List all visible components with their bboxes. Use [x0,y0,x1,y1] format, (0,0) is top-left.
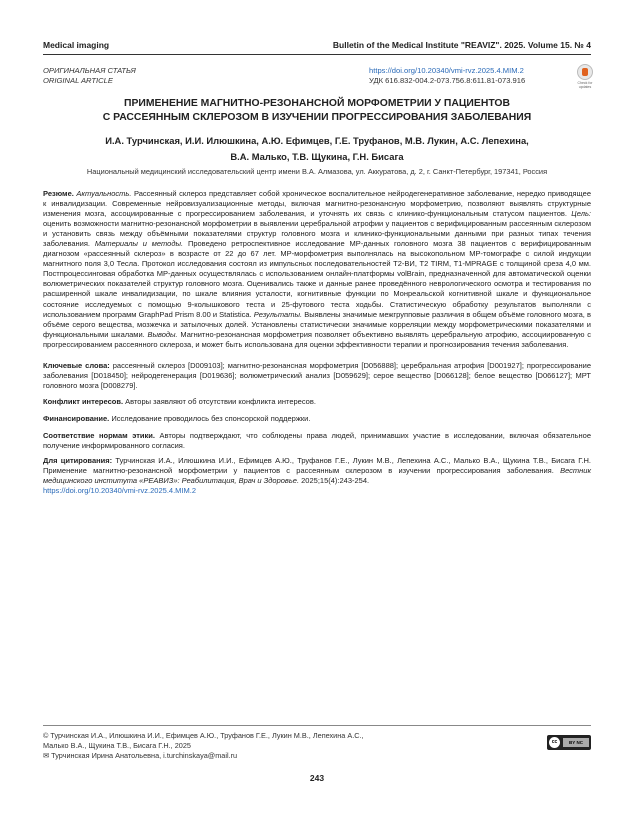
copyright-line-1: © Турчинская И.А., Илюшкина И.И., Ефимцев А.Ю., Труфанов Г.Е., Лукин М.В., Лепехина А.С., [43,731,364,740]
conclusions-label: Выводы. [147,329,178,339]
conclusions-text: Магнитно-резонансная морфометрия позволяет объективно выявлять церебральную атрофию, ассоциированную с прогрессированием рассеянного склероза, и может быть использована для оценки эффективности терапии и прогнозирования течения заболевания. [43,329,591,349]
header-divider [43,54,591,55]
cc-terms: BY NC [563,738,589,747]
citation-details: 2025;15(4):243-254. [299,476,370,486]
doi-link[interactable]: https://doi.org/10.20340/vmi-rvz.2025.4.MIM.2 [369,66,524,75]
results-text: Выявлены значимые межгрупповые различия в общем объёме головного мозга, в объёме серого вещества, мозжечка и затылочных долей. Установлены статистически значимые корреляции между морфометрическими показателями и функциональными шкалами. [43,309,591,339]
abstract-label: Резюме. [43,189,74,198]
article-title [43,97,591,125]
title-line-1: ПРИМЕНЕНИЕ МАГНИТНО-РЕЗОНАНСНОЙ МОРФОМЕТРИИ У ПАЦИЕНТОВ [123,98,511,109]
author-list [43,133,591,165]
goal-label: Цель: [571,209,591,219]
journal-info: Bulletin of the Medical Institute "REAVIZ". 2025. Volume 15. № 4 [332,40,591,50]
funding-label: Финансирование. [43,414,110,423]
conflict-text: Авторы заявляют об отсутствии конфликта интересов. [123,397,316,406]
methods-label: Материалы и методы. [94,239,184,249]
footer-copyright [43,731,463,761]
citation [43,456,591,496]
crossmark-icon [577,64,593,80]
relevance-label: Актуальность. [76,189,132,198]
funding-text: Исследование проводилось без спонсорской поддержки. [109,414,311,423]
keywords-label: Ключевые слова: [43,361,110,370]
methods-text: Проведено ретроспективное исследование МР-данных головного мозга 38 пациентов с верифицированным диагнозом «рассеянный склероз» в возрасте от 22 до 67 лет. МР-морфометрия выполнялась на высокопольном МР-томографе с силой индукции магнитного поля 3,0 Тесла. Протокол исследования состоял из импульсных последовательностей T2-ВИ, T2 TIRM, T1-MPRAGE с толщиной среза 4,0 мм. Постпроцессинговая обработка МР-данных осуществлялась с использованием онлайн-платформы volBrain, предназначенной для автоматической оценки волюметрических показателей структур головного мозга. Оценивались также и данные ранее проведённого неврологического осмотра и тестирования по расширенной шкале инвалидизации, по шкале влияния усталости, когнитивные функции по Монреальской когнитивной шкале и функциональное состояние исследуемых с помощью 9-колышкового теста и 25-футового теста ходьбы. Статистическую обработку результатов выполняли с использованием программ GraphPad Prism 8.00 и Statistica. [43,239,592,319]
copyright-line-2: Малько В.А., Щукина Т.В., Бисага Г.Н., 2025 [43,741,191,750]
cc-license-icon[interactable] [547,735,591,750]
authors-line-2: В.А. Малько, Т.В. Щукина, Г.Н. Бисага [230,151,404,162]
citation-text: Турчинская И.А., Илюшкина И.И., Ефимцев А.Ю., Труфанов Г.Е., Лукин М.В., Лепехина А.С., Малько В.А., Щукина Т.В., Бисага Г.Н. Применение магнитно-резонансной морфометрии у пациентов с рассеянным склерозом в изучении прогрессирования заболевания. [43,456,591,476]
relevance-text: Рассеянный склероз представляет собой хроническое воспалительное нейродегенеративное заболевание, нередко приводящее к инвалидизации. Современные нейровизуализационные методы, включая магнитно-резонансную морфометрию, позволяют выявлять структурные изменения мозга, ассоциированные с прогрессированием заболевания, и уточнять их связь с клинико-функциональным статусом пациентов. [43,189,591,219]
identifiers [369,66,525,86]
check-for-updates-badge[interactable] [574,64,596,91]
section-name: Medical imaging [43,40,110,50]
funding [43,414,591,424]
ethics-statement [43,431,591,451]
ethics-text: Авторы подтверждают, что соблюдены права людей, принимавших участие в исследовании, включая обязательное получение информированного согласия. [43,431,591,451]
affiliation: Национальный медицинский исследовательский центр имени В.А. Алмазова, ул. Аккуратова, д. 2, г. Санкт-Петербург, 197341, Россия [86,167,548,176]
results-label: Результаты. [253,309,303,319]
badge-label: Check for updates [577,81,593,89]
footer-divider [43,725,591,726]
authors-line-1: И.А. Турчинская, И.И. Илюшкина, А.Ю. Ефимцев, Г.Е. Труфанов, М.В. Лукин, А.С. Лепехина, [105,135,529,146]
abstract [43,189,591,350]
article-type-ru: ОРИГИНАЛЬНАЯ СТАТЬЯ [43,66,136,75]
article-type-en: ORIGINAL ARTICLE [43,76,113,85]
keywords [43,361,591,391]
goal-text: оценить возможности магнитно-резонансной морфометрии в выявлении церебральной атрофии у пациентов с верифицированным рассеянным склерозом и установить связь между объёмными показателями структур головного мозга и клинико-функциональными данными при разных типах течения заболевания. [43,219,591,249]
citation-journal: Вестник медицинского института «РЕАВИЗ»: Реабилитация, Врач и Здоровье. [43,466,591,486]
citation-doi-link[interactable]: https://doi.org/10.20340/vmi-rvz.2025.4.MIM.2 [43,486,196,496]
conflict-label: Конфликт интересов. [43,397,124,406]
article-type [43,66,136,86]
keywords-text: рассеянный склероз [D009103]; магнитно-резонансная морфометрия [D056888]; церебральная атрофия [D001927]; прогрессирование заболевания [D018450]; нейродегенерация [D019636]; волюметрический анализ [D059629]; серое вещество [D066128]; белое вещество [D066127]; МРТ головного мозга [D008279]. [43,361,591,391]
udc-code: УДК 616.832-004.2-073.756.8:611.81-073.916 [369,76,526,85]
contact-email[interactable]: ✉ Турчинская Ирина Анатольевна, i.turchinskaya@mail.ru [43,751,238,760]
page-number: 243 [309,773,325,783]
conflict-of-interest [43,397,591,407]
citation-label: Для цитирования: [43,456,113,465]
title-line-2: С РАССЕЯННЫМ СКЛЕРОЗОМ В ИЗУЧЕНИИ ПРОГРЕССИРОВАНИЯ ЗАБОЛЕВАНИЯ [102,112,532,123]
cc-symbol: cc [549,737,560,748]
ethics-label: Соответствие нормам этики. [43,431,155,440]
